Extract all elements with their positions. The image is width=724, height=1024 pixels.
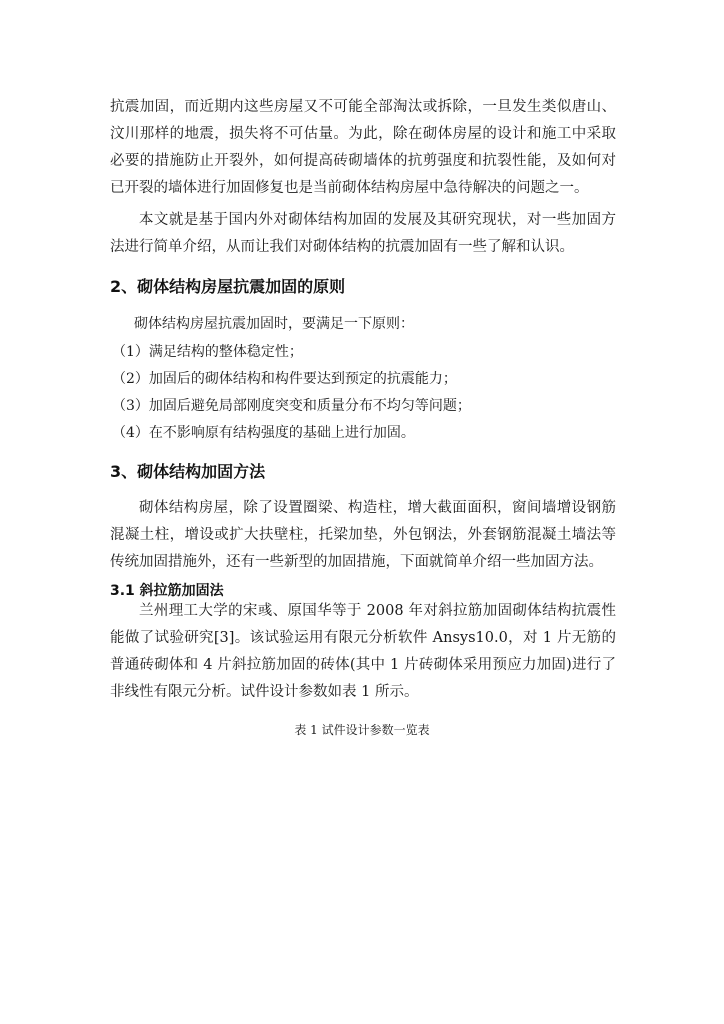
table-1-caption: 表 1 试件设计参数一览表 xyxy=(294,723,430,737)
section-3-heading: 3、砌体结构加固方法 xyxy=(110,462,266,481)
section-2-intro: 砌体结构房屋抗震加固时，要满足一下原则： xyxy=(134,316,414,332)
paragraph-seismic-reinforcement-need: 抗震加固，而近期内这些房屋又不可能全部淘汰或拆除，一旦发生类似唐山、汶川那样的地震，损失将不可估量。为此，除在砌体房屋的设计和施工中采取必要的措施防止开裂外，如何提高砖砌墙体的抗剪强度和抗裂性能，及如何对已开裂的墙体进行加固修复也是当前砌体结构房屋中急待解决的问题之一。 xyxy=(110,99,616,196)
section-2-heading: 2、砌体结构房屋抗震加固的原则 xyxy=(110,277,346,296)
paragraph-article-purpose: 本文就是基于国内外对砌体结构加固的发展及其研究现状，对一些加固方法进行简单介绍，从而让我们对砌体结构的抗震加固有一些了解和认识。 xyxy=(110,212,616,255)
principle-item-2: （2）加固后的砌体结构和构件要达到预定的抗震能力； xyxy=(112,371,457,387)
paragraph-reinforcement-methods: 砌体结构房屋，除了设置圈梁、构造柱，增大截面面积，窗间墙增设钢筋混凝土柱，增设或扩大扶壁柱，托梁加垫，外包钢法，外套钢筋混凝土墙法等传统加固措施外，还有一些新型的加固措施，下面就简单介绍一些加固方法。 xyxy=(110,500,616,570)
paragraph-diagonal-rebar-study: 兰州理工大学的宋彧、原国华等于 2008 年对斜拉筋加固砌体结构抗震性能做了试验研究[3]。该试验运用有限元分析软件 Ansys10.0，对 1 片无筋的普通砖砌体和 4 片斜拉筋加固的砖体(其中 1 片砖砌体采用预应力加固)进行了非线性有限元分析。试件设计参数如表 1 所示。 xyxy=(110,603,616,700)
principle-item-4: （4）在不影响原有结构强度的基础上进行加固。 xyxy=(112,425,415,441)
principle-item-3: （3）加固后避免局部刚度突变和质量分布不均匀等问题； xyxy=(112,398,471,414)
section-3-1-heading: 3.1 斜拉筋加固法 xyxy=(110,583,224,599)
principle-item-1: （1）满足结构的整体稳定性； xyxy=(112,344,303,360)
